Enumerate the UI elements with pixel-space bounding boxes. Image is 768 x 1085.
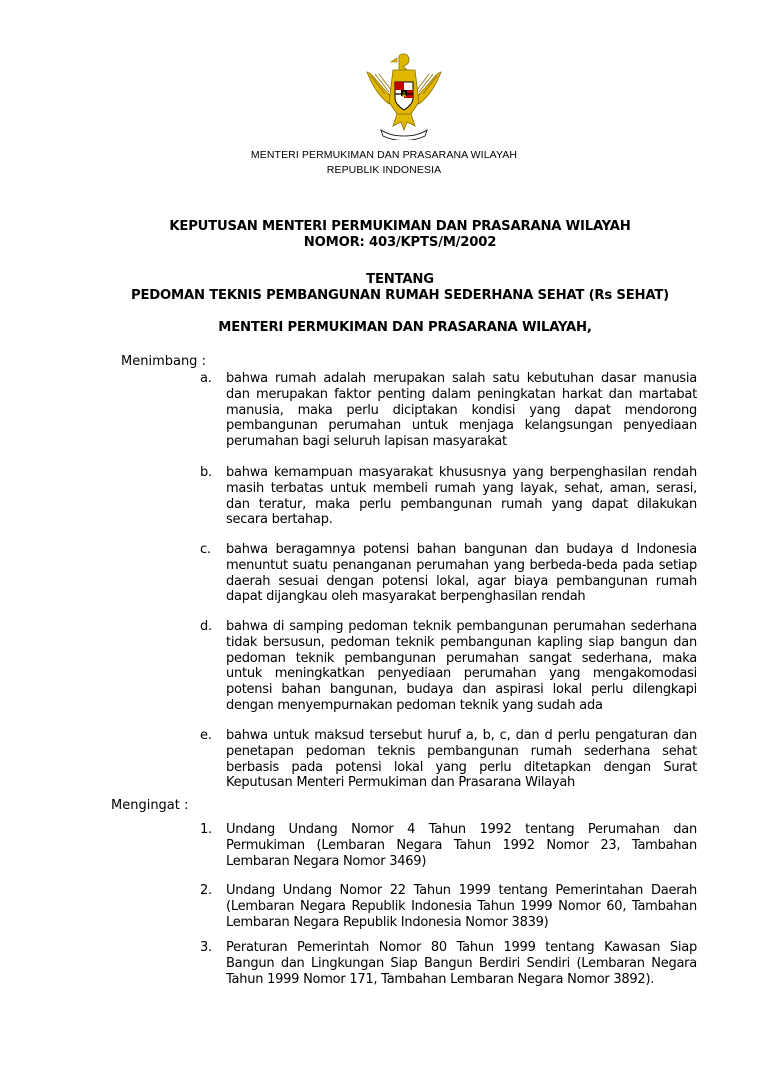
menimbang-label: Menimbang : [121, 354, 206, 369]
list-item [200, 822, 697, 869]
item-marker: b. [200, 465, 212, 480]
list-item [200, 465, 697, 528]
item-text: bahwa rumah adalah merupakan salah satu kebutuhan dasar manusia dan merupakan faktor penting dalam peningkatan harkat dan martabat manusia, maka perlu diciptakan kondisi yang dapat mendorong pembangunan perumahan untuk menjaga kelangsungan penyediaan perumahan bagi seluruh lapisan masyarakat [226, 371, 697, 450]
item-text: Peraturan Pemerintah Nomor 80 Tahun 1999 tentang Kawasan Siap Bangun dan Lingkungan Siap Bangun Berdiri Sendiri (Lembaran Negara Tahun 1999 Nomor 171, Tambahan Lembaran Negara Nomor 3892). [226, 940, 697, 987]
tentang-heading: TENTANG [366, 272, 434, 287]
item-text: bahwa di samping pedoman teknik pembangunan perumahan sederhana tidak bersusun, pedoman teknik pembangunan kapling siap bangun dan pedoman teknik pembangunan perumahan sangat sederhana, maka untuk meningkatkan penyediaan perumahan yang mengakomodasi potensi bahan bangunan, budaya dan aspirasi lokal perlu dilengkapi dengan menyempurnakan pedoman teknik yang sudah ada [226, 619, 697, 713]
item-text: Undang Undang Nomor 22 Tahun 1999 tentang Pemerintahan Daerah (Lembaran Negara Republik Indonesia Tahun 1999 Nomor 60, Tambahan Lembaran Negara Republik Indonesia Nomor 3839) [226, 883, 697, 930]
list-item [200, 619, 697, 714]
item-text: Undang Undang Nomor 4 Tahun 1992 tentang Perumahan dan Permukiman (Lembaran Negara Tahun 1992 Nomor 23, Tambahan Lembaran Negara Nomor 3469) [226, 822, 697, 869]
item-marker: a. [200, 371, 212, 386]
item-text: bahwa untuk maksud tersebut huruf a, b, c, dan d perlu pengaturan dan penetapan pedoman teknis pembangunan rumah sederhana sehat berbasis pada potensi lokal yang perlu ditetapkan dengan Surat Keputusan Menteri Permukiman dan Prasarana Wilayah [226, 728, 697, 791]
item-marker: 3. [200, 940, 212, 955]
item-marker: d. [200, 619, 212, 634]
ministry-header: MENTERI PERMUKIMAN DAN PRASARANA WILAYAH [250, 149, 518, 161]
mengingat-label: Mengingat : [111, 798, 189, 813]
item-marker: c. [200, 542, 211, 557]
list-item [200, 728, 697, 791]
item-text: bahwa kemampuan masyarakat khususnya yang berpenghasilan rendah masih terbatas untuk membeli rumah yang layak, sehat, aman, serasi, dan teratur, maka perlu pembangunan rumah yang dapat dilakukan secara bertahap. [226, 465, 697, 528]
list-item [200, 542, 697, 605]
list-item [200, 940, 697, 987]
item-marker: 1. [200, 822, 212, 837]
item-marker: e. [200, 728, 212, 743]
item-text: bahwa beragamnya potensi bahan bangunan dan budaya d Indonesia menuntut suatu penanganan perumahan yang berbeda-beda pada setiap daerah sesuai dengan potensi lokal, agar biaya pembangunan rumah dapat dijangkau oleh masyarakat berpenghasilan rendah [226, 542, 697, 605]
decree-number: NOMOR: 403/KPTS/M/2002 [303, 235, 497, 250]
item-marker: 2. [200, 883, 212, 898]
garuda-emblem [363, 52, 445, 140]
decree-subject: PEDOMAN TEKNIS PEMBANGUNAN RUMAH SEDERHANA SEHAT (Rs SEHAT) [131, 288, 669, 303]
list-item [200, 883, 697, 930]
decree-title: KEPUTUSAN MENTERI PERMUKIMAN DAN PRASARANA WILAYAH [169, 219, 631, 234]
minister-heading: MENTERI PERMUKIMAN DAN PRASARANA WILAYAH, [218, 320, 592, 335]
list-item [200, 371, 697, 450]
country-header: REPUBLIK INDONESIA [326, 164, 442, 176]
